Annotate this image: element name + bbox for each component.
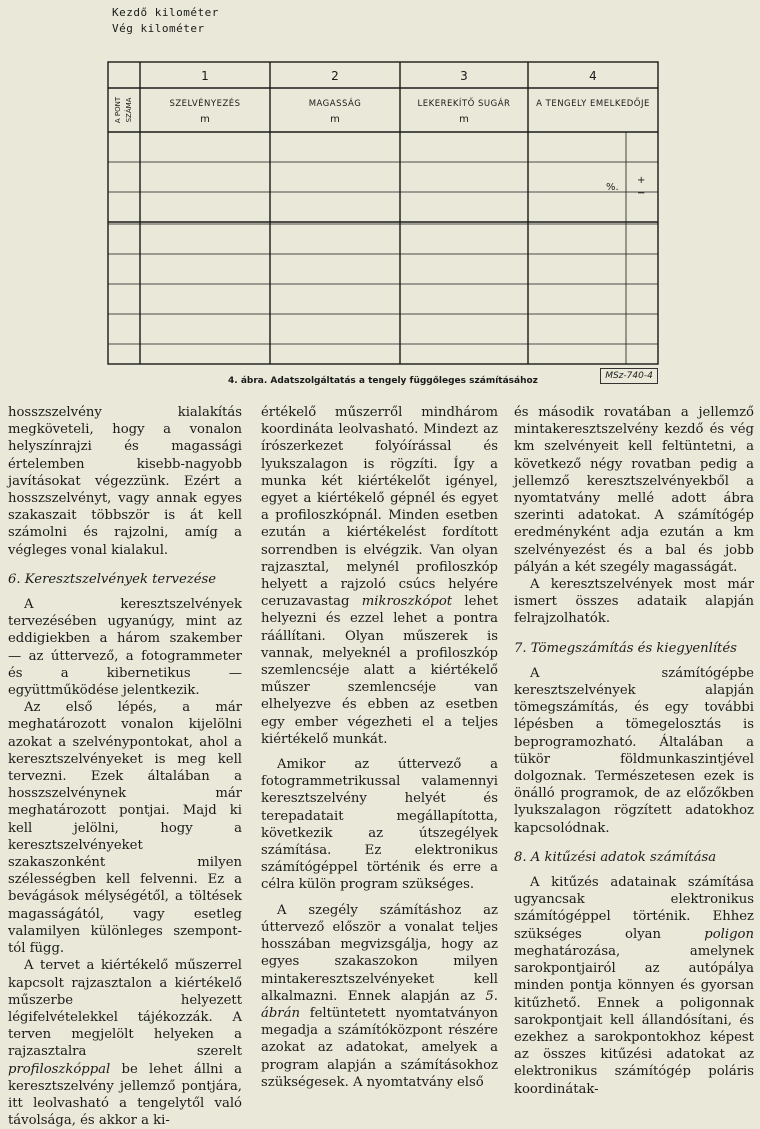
figure-caption: 4. ábra. Adatszolgáltatás a tengely függőleges számításához <box>228 376 538 386</box>
unit-szelvenyezes: m <box>200 114 210 125</box>
section-heading-8: 8. A kitűzési adatok számítása <box>514 849 717 865</box>
paragraph: A kitűzés adatainak számítása ugyancsak elektronikus számítógéppel történik. Ehhez szükséges olyan poligon meghatározása, amelynek sarokpontjairól az autópálya minden pontja könnyen és gyorsan kitűzhető. Ennek a poligonnak sarokpontjait kell állandósítani, és ezekhez a sarokpontokhoz képest az összes kitűzési adatokat az elektronikus számítógép poláris koordinátak- <box>514 875 754 1097</box>
rowhead-line-2: SZÁMA <box>125 97 133 123</box>
emphasis: poligon <box>704 926 754 942</box>
unit-sugar: m <box>459 114 469 125</box>
header-lekerekito-sugar: LEKEREKÍTŐ SUGÁR <box>417 99 511 109</box>
paragraph: és második rovatában a jellemző mintakeresztszelvény kezdő és vég km szelvényeit kell feltüntetni, a következő négy rovatban pedig a jellemző keresztszelvényekből a nyomtatvány mellé adott ábra szerinti adatokat. A számítógép eredményként adja ezután a km szelvényezést és a bal és jobb pályán a két szegély magasságát. <box>514 405 754 575</box>
emphasis: profiloszkóppal <box>8 1061 111 1077</box>
paragraph: A tervet a kiértékelő műszerrel kapcsolt rajzasztalon a kiértékelő műszerbe helyezett légifelvételekkel tájékozzák. A terven megjelölt helyeken a rajzasztalra szerelt profiloszkóppal be lehet állni a keresztszelvény jellemző pontjára, itt leolvasható a tengelytől való távolsága, és akkor a ki- <box>8 958 242 1129</box>
header-magassag: MAGASSÁG <box>308 99 362 109</box>
paragraph: Az első lépés, a már meghatározott vonalon kijelölni azokat a szelvénypontokat, ahol a keresztszelvényeket is meg kell tervezni. Ezek általában a hosszszelvénynek már meghatározott pontjai. Majd ki kell jelölni, hogy a keresztszelvényeket szakaszonként milyen szélességben kell felvenni. Ez a bevágások mélységétől, a töltések magasságától, vagy esetleg valamilyen különleges szempont-tól függ. <box>8 700 242 957</box>
col-number-1: 1 <box>201 69 209 83</box>
col-number-3: 3 <box>460 69 468 83</box>
section-heading-7: 7. Tömegszámítás és kiegyenlítés <box>514 640 737 656</box>
col-number-2: 2 <box>331 69 339 83</box>
header-tengely-emelkedoje: A TENGELY EMELKEDŐJE <box>536 99 650 109</box>
text-column-1 <box>8 404 242 1129</box>
paragraph: A szegély számításhoz az úttervező először a vonalat teljes hosszában megvizsgálja, hogy az egyes szakaszokon milyen mintakeresztszelvényeket kell alkalmazni. Ennek alapján az 5. ábrán feltüntetett nyomtatványon megadja a számítóközpont részére azokat az adatokat, amelyek a program alapján a számításokhoz szükségesek. A nyomtatvány első <box>261 902 498 1090</box>
text-column-2 <box>261 404 498 1091</box>
rowhead-line-1: A PONT <box>114 96 122 124</box>
form-header-start-km: Kezdő kilométer <box>112 6 219 19</box>
mark-percent: %. <box>606 182 619 193</box>
form-header-end-km: Vég kilométer <box>112 22 205 35</box>
mark-minus: − <box>637 188 646 199</box>
header-szelvenyezes: SZELVÉNYEZÉS <box>169 99 241 109</box>
paragraph: A keresztszelvények most már ismert összes adataik alapján felrajzolhatók. <box>514 577 754 627</box>
col-number-4: 4 <box>589 69 597 83</box>
paragraph: A számítógépbe keresztszelvények alapján tömegszámítás, és egy további lépésben a tömegelosztás is beprogramozható. Általában a tükör földmunkaszintjével dolgoznak. Természetesen ezek is önálló programok, de az előzőkben lyukszalagon rögzített adatokhoz kapcsolódnak. <box>514 665 754 836</box>
paragraph: értékelő műszerről mindhárom koordináta leolvasható. Mindezt az írószerkezet folyóírással és lyukszalagon is rögzíti. Így a munka két kiértékelőt igényel, egyet a kiértékelő gépnél és egyet a profiloszkópnál. Minden esetben ezután a kiértékelést fordított sorrendben is elvégzik. Van olyan rajzasztal, melynél profiloszkóp helyett a rajzoló csúcs helyére ceruzavastag mikroszkópot lehet helyezni és ezzel lehet a pontra ráállítani. Olyan műszerek is vannak, melyeknél a profiloszkóp szemlencséje alatt a kiértékelő műszer szemlencséje van elhelyezve és ebben az esetben egy ember végezheti el a teljes kiértékelő munkát. <box>261 405 498 747</box>
paragraph: hosszszelvény kialakítás megköveteli, hogy a vonalon helyszínrajzi és magassági értelemben kisebb-nagyobb javításokat végezzünk. Ezért a hosszszelvényt, vagy annak egyes szakaszait többször is át kell számolni és rajzolni, amíg a végleges vonal kialakul. <box>8 405 242 558</box>
paragraph: A keresztszelvények tervezésében ugyanúgy, mint az eddigiekben a három szakember — az úttervező, a fotogrammeter és a kibernetikus — együttműködése jelentkezik. <box>8 597 242 699</box>
mark-plus: + <box>637 175 646 186</box>
section-heading-6: 6. Keresztszelvények tervezése <box>8 571 217 587</box>
paragraph: Amikor az úttervező a fotogrammetrikussal valamennyi keresztszelvény helyét és terepadatait megállapította, következik az útszegélyek számítása. Ez elektronikus számítógéppel történik és erre a célra külön program szükséges. <box>261 757 498 893</box>
data-form-table <box>0 0 760 370</box>
text-column-3 <box>514 404 754 1098</box>
standard-code-stamp: MSz-740-4 <box>600 368 658 384</box>
emphasis: 5. ábrán <box>261 988 498 1021</box>
unit-magassag: m <box>330 114 340 125</box>
emphasis: mikroszkópot <box>361 594 453 610</box>
